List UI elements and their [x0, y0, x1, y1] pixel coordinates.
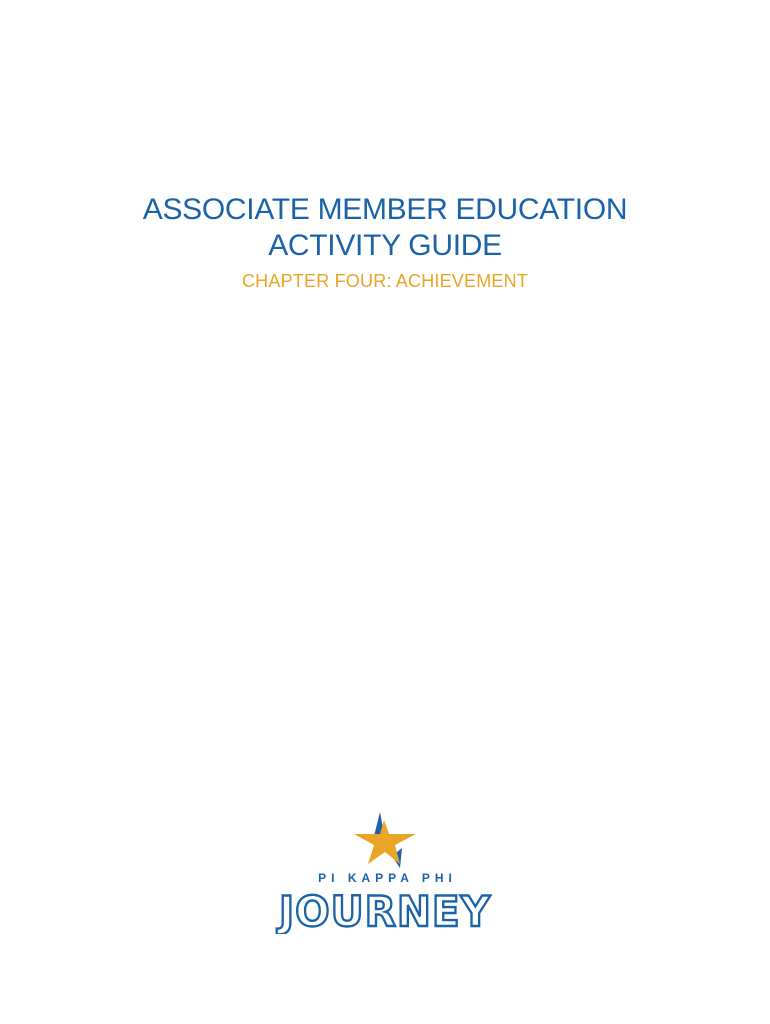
organization-name: PI KAPPA PHI: [318, 871, 457, 885]
pi-kappa-phi-journey-logo: [0, 812, 770, 942]
journey-wordmark-lettering: [275, 888, 495, 934]
document-title-line-2: ACTIVITY GUIDE: [268, 229, 502, 262]
chapter-subtitle: CHAPTER FOUR: ACHIEVEMENT: [241, 271, 529, 291]
journey-wordmark: [0, 888, 770, 934]
journey-wordmark-text: JOURNEY: [276, 888, 491, 934]
star-icon: [354, 812, 416, 868]
title-block: [0, 192, 770, 292]
document-title-line-1: ASSOCIATE MEMBER EDUCATION: [142, 193, 628, 226]
